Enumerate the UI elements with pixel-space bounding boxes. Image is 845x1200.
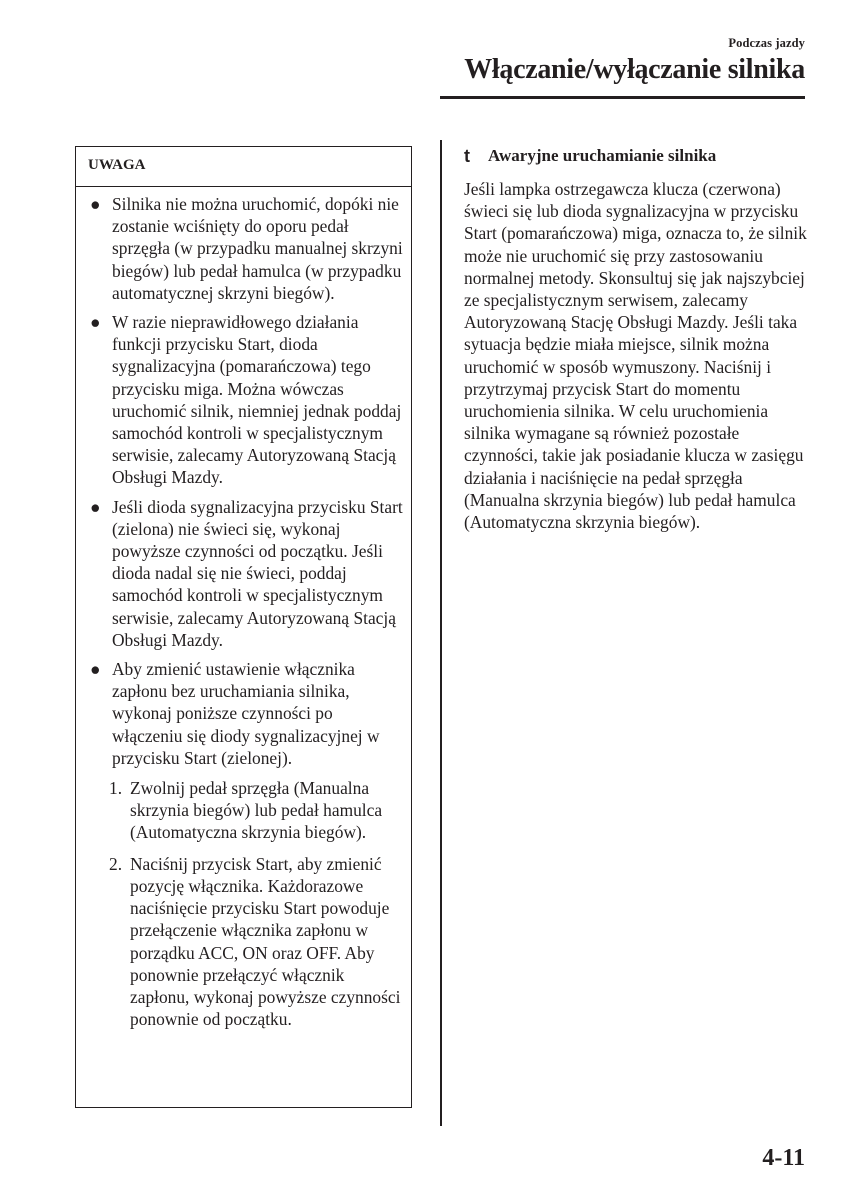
bullet-icon: ● <box>90 312 101 333</box>
step-number: 2. <box>109 853 123 874</box>
bullet-icon: ● <box>90 194 101 214</box>
warning-item-text: Aby zmienić ustawienie włącznika zapłonu bez uruchamiania silnika, wykonaj poniższe czynności po włączeniu się diody sygnalizacyjnej w przycisku Start (zielonej). <box>112 659 380 768</box>
steps-list <box>109 777 403 1030</box>
step-text: Naciśnij przycisk Start, aby zmienić pozycję włącznika. Każdorazowe naciśnięcie przycisku Start powoduje przełączenie włącznika zapłonu w porządku ACC, ON oraz OFF. Aby ponownie przełączyć włącznik zapłonu, wykonaj powyższe czynności ponownie od początku. <box>130 853 401 1030</box>
section-marker-icon: t <box>464 146 470 166</box>
warning-item-text: Jeśli dioda sygnalizacyjna przycisku Start (zielona) nie świeci się, wykonaj powyższe czynności od początku. Jeśli dioda nadal się nie świeci, poddaj samochód kontroli w specjalistycznym serwisie, zalecamy Autoryzowaną Stacją Obsługi Mazdy. <box>112 496 403 650</box>
header-rule <box>440 96 805 99</box>
page-number: 4-11 <box>762 1145 805 1171</box>
warning-item-text: W razie nieprawidłowego działania funkcji przycisku Start, dioda sygnalizacyjna (pomarańczowa) tego przycisku miga. Można wówczas uruchomić silnik, niemniej jednak poddaj samochód kontroli w specjalistycznym serwisie, zalecamy Autoryzowaną Stacją Obsługi Mazdy. <box>112 312 402 488</box>
warning-item <box>90 311 403 489</box>
warning-item <box>90 496 403 651</box>
emergency-heading <box>464 146 810 176</box>
warning-heading: UWAGA <box>76 147 411 187</box>
step-item <box>109 853 403 1031</box>
warning-box <box>75 146 412 1108</box>
bullet-icon: ● <box>90 496 101 517</box>
step-text: Zwolnij pedał sprzęgła (Manualna skrzynia biegów) lub pedał hamulca (Automatyczna skrzynia biegów). <box>130 778 383 843</box>
step-number: 1. <box>109 778 123 799</box>
section-label: Podczas jazdy <box>728 36 805 50</box>
bullet-icon: ● <box>90 659 101 680</box>
warning-item <box>90 193 403 304</box>
emergency-title: Awaryjne uruchamianie silnika <box>488 146 717 165</box>
warning-item <box>90 658 403 1030</box>
column-divider <box>440 140 442 1126</box>
emergency-start-section <box>464 146 810 533</box>
emergency-body: Jeśli lampka ostrzegawcza klucza (czerwona) świeci się lub dioda sygnalizacyjna w przycisku Start (pomarańczowa) miga, oznacza to, że silnik może nie uruchomić się przy zastosowaniu normalnej metody. Skonsultuj się jak najszybciej ze specjalistycznym serwisem, zalecamy Autoryzowaną Stację Obsługi Mazdy. Jeśli taka sytuacja będzie miała miejsce, silnik można uruchomić w sposób wymuszony. Naciśnij i przytrzymaj przycisk Start do momentu uruchomienia silnika. W celu uruchomienia silnika wymagane są również pozostałe czynności, takie jak posiadanie klucza w zasięgu działania i naciśnięcie na pedał sprzęgła (Manualna skrzynia biegów) lub pedał hamulca (Automatyczna skrzynia biegów). <box>464 179 807 533</box>
step-item <box>109 777 403 844</box>
page-title: Włączanie/wyłączanie silnika <box>464 54 805 85</box>
warning-item-text: Silnika nie można uruchomić, dopóki nie zostanie wciśnięty do oporu pedał sprzęgła (w przypadku manualnej skrzyni biegów) lub pedał hamulca (w przypadku automatycznej skrzyni biegów). <box>112 194 403 303</box>
warning-list <box>76 187 411 1030</box>
